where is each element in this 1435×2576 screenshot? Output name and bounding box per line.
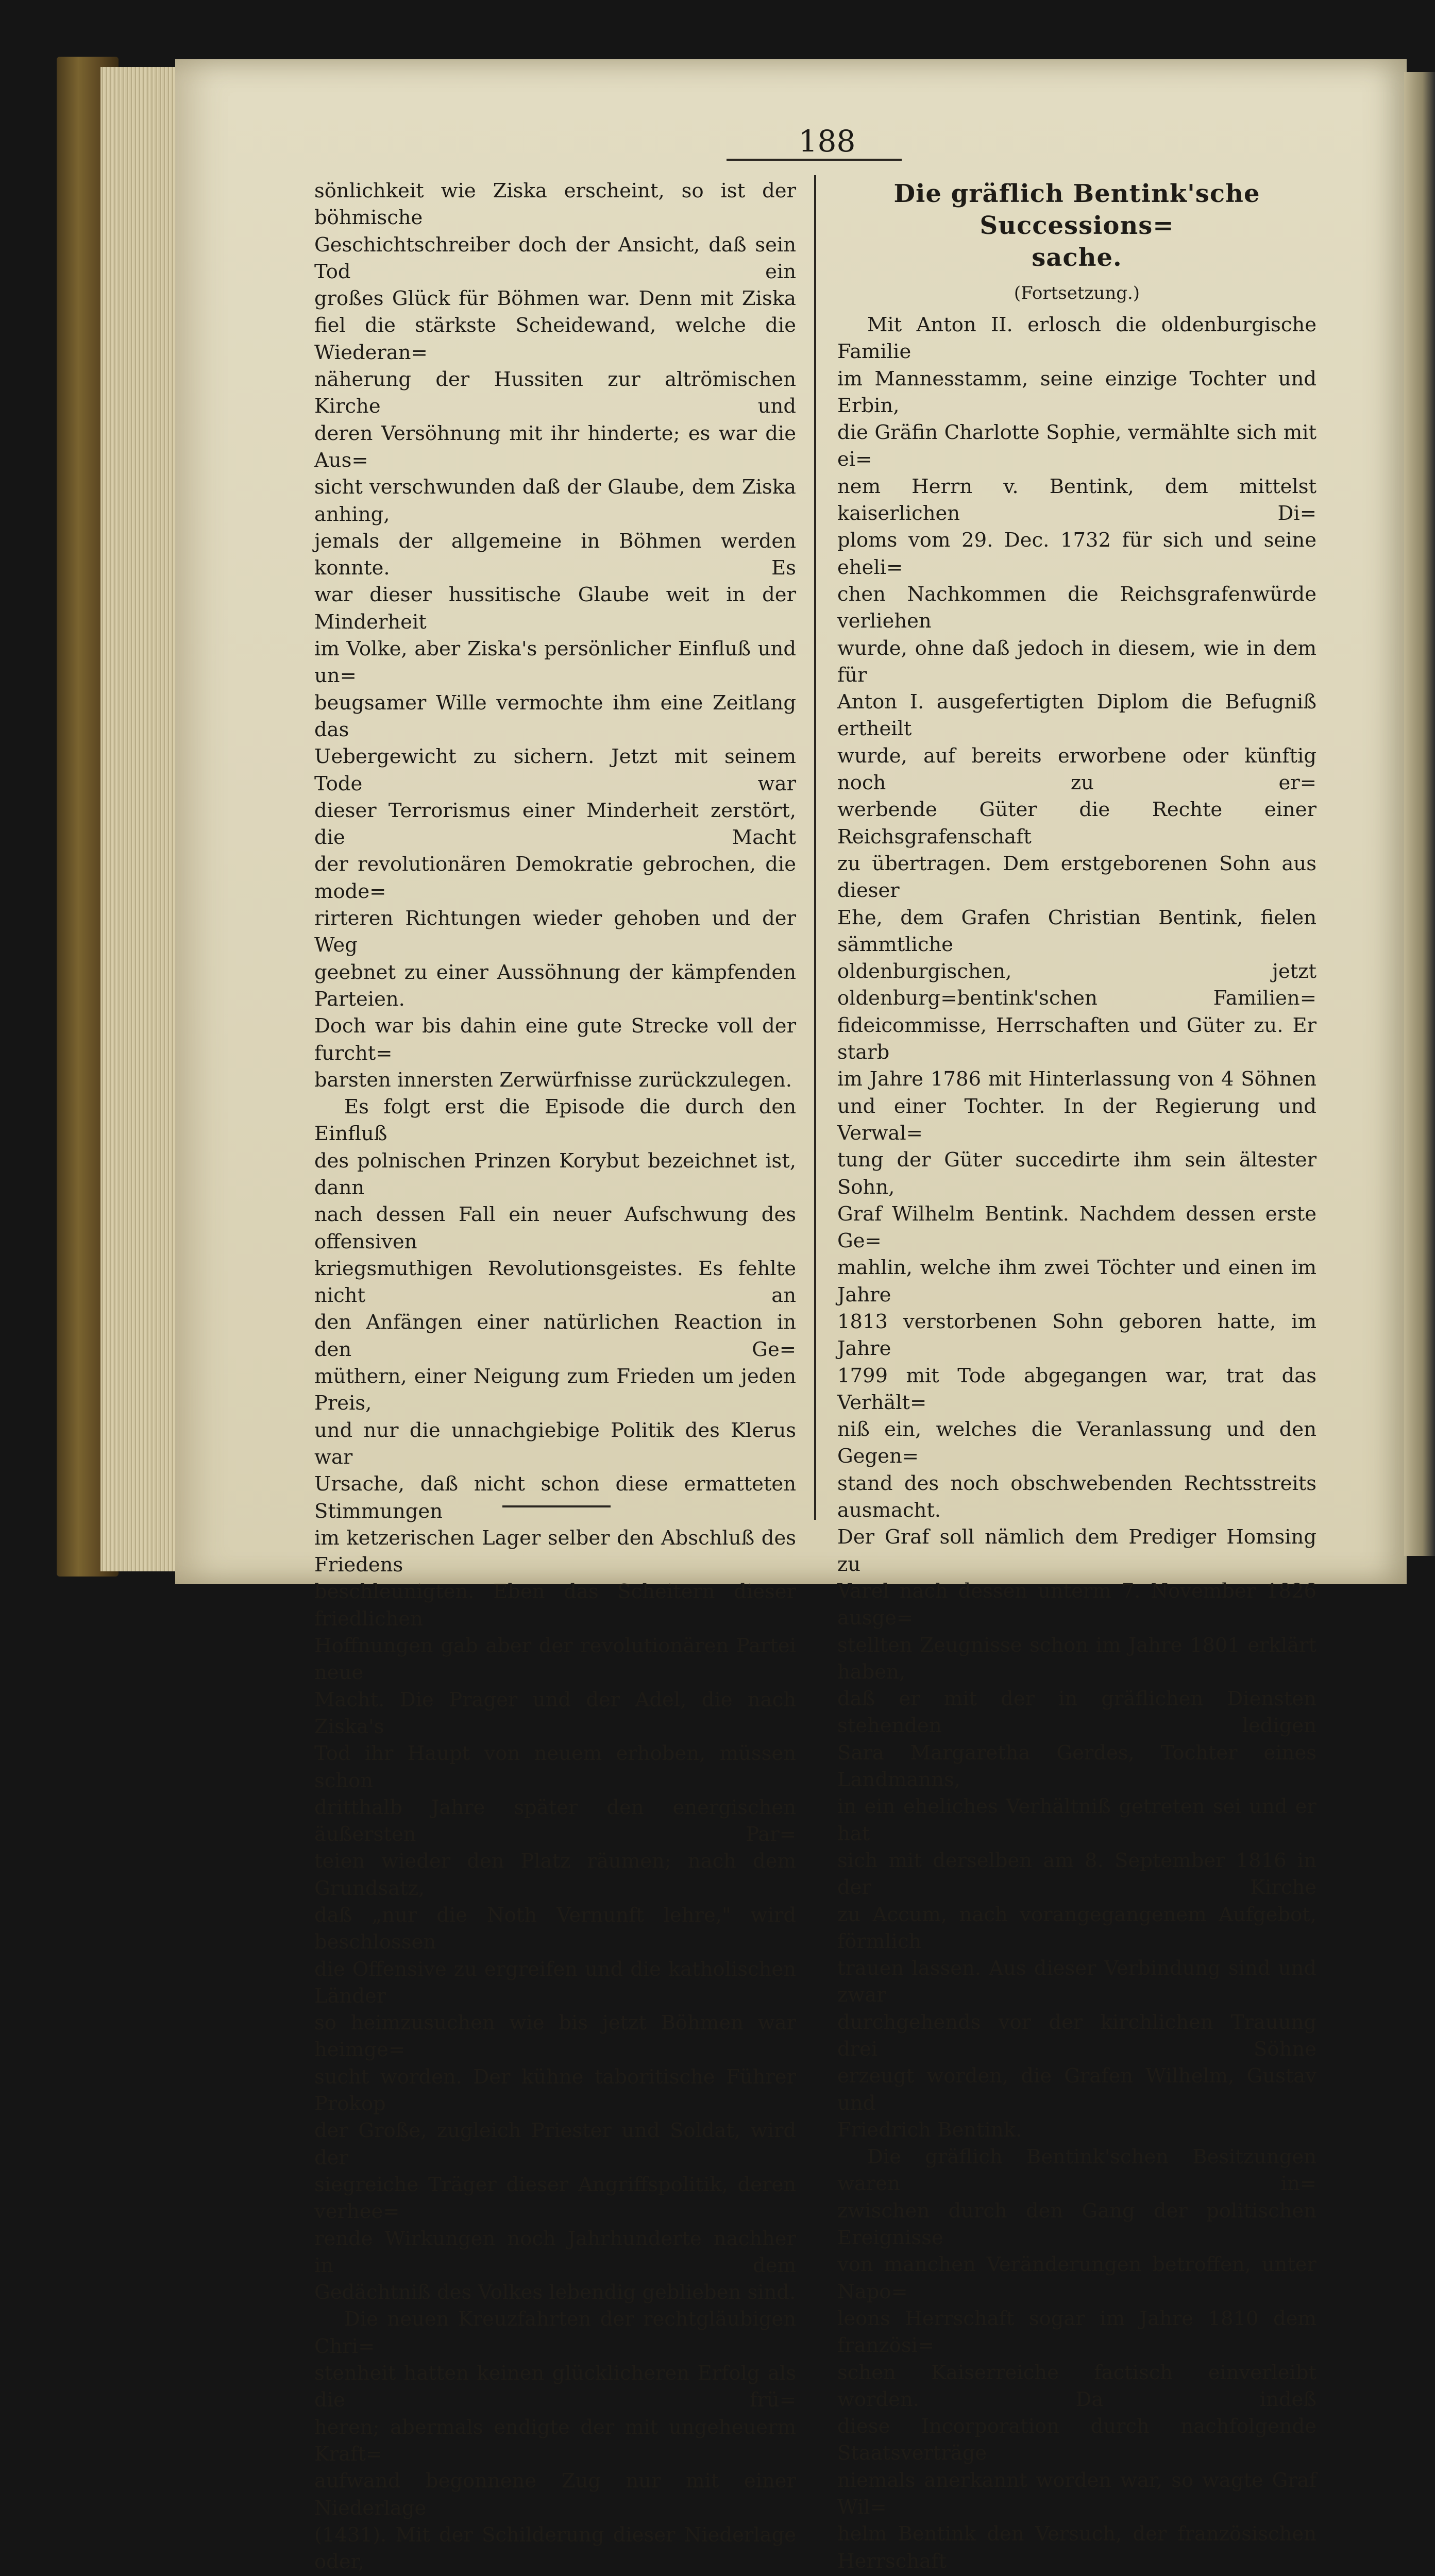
text-line: und einer Tochter. In der Regierung und Verwal= [837, 1094, 1316, 1145]
text-line: rende Wirkungen noch Jahrhunderte nachher in dem [314, 2227, 796, 2277]
text-line: großes Glück für Böhmen war. Denn mit Ziska [314, 287, 796, 311]
text-line: 1799 mit Tode abgegangen war, trat das Verhält= [837, 1364, 1316, 1414]
text-line: werbende Güter die Rechte einer Reichsgrafenschaft [837, 798, 1316, 849]
text-line: zu Accum, nach vorangegangenem Aufgebot, förmlich [837, 1903, 1316, 1953]
text-line: niß ein, welches die Veranlassung und den Gegen= [837, 1418, 1316, 1468]
text-line: leons Herrschaft sogar im Jahre 1810 dem französi= [837, 2307, 1316, 2358]
text-line: trauen lassen. Aus dieser Verbindung sind und zwar [837, 1957, 1316, 2007]
paragraph [314, 2306, 796, 2576]
text-line: sucht worden. Der kühne taboritische Führer Prokop [314, 2065, 796, 2116]
text-line: niemals anerkannt worden war, so wagte Graf Wil= [837, 2468, 1316, 2519]
text-line: stand des noch obschwebenden Rechtsstreits ausmacht. [837, 1471, 1316, 1522]
text-line: der Große, zugleich Priester und Soldat, wird der [314, 2119, 796, 2170]
text-line: oldenburgischen, jetzt oldenburg=bentink'schen Familien= [837, 960, 1316, 1010]
text-line: Doch war bis dahin eine gute Strecke voll der furcht= [314, 1014, 796, 1065]
text-line: im ketzerischen Lager selber den Abschluß des Friedens [314, 1526, 796, 1577]
text-line: im Jahre 1786 mit Hinterlassung von 4 Söhnen [837, 1067, 1316, 1091]
text-line: zwischen durch den Gang der politischen Ereignisse [837, 2199, 1316, 2250]
text-line: kriegsmuthigen Revolutionsgeistes. Es fehlte nicht an [314, 1257, 796, 1308]
text-line: von manchen Veränderungen betroffen, unter Napo= [837, 2253, 1316, 2303]
text-line: chen Nachkommen die Reichsgrafenwürde verliehen [837, 582, 1316, 633]
text-line: Uebergewicht zu sichern. Jetzt mit seinem Tode war [314, 745, 796, 795]
text-line: Es folgt erst die Episode die durch den Einfluß [314, 1095, 796, 1146]
text-line: helm Bentink den Versuch, der französischen Herrschaft [837, 2522, 1316, 2573]
paragraph [314, 1094, 796, 2306]
end-rule [502, 1505, 611, 1507]
text-line: dritthalb Jahre später den energischen äußersten Par= [314, 1795, 796, 1846]
text-line: zu übertragen. Dem erstgeborenen Sohn aus dieser [837, 852, 1316, 903]
header-rule [727, 159, 902, 161]
text-line: Die neuen Kreuzfahrten der rechtgläubigen Chri= [314, 2308, 796, 2358]
text-line: siegreiche Träger dieser Angriffspolitik, deren verhee= [314, 2173, 796, 2224]
text-line: daß er mit der in gräflichen Diensten stehenden ledigen [837, 1687, 1316, 1738]
text-line: den Anfängen einer natürlichen Reaction in den Ge= [314, 1311, 796, 1361]
text-line: Die gräflich Bentink'schen Besitzungen waren in= [837, 2145, 1316, 2196]
text-line: rirteren Richtungen wieder gehoben und der Weg [314, 907, 796, 957]
text-line: wurde, auf bereits erworbene oder künftig noch zu er= [837, 744, 1316, 795]
text-line: teien wieder den Platz räumen; nach dem Grundsatz, [314, 1850, 796, 1900]
text-line: nem Herrn v. Bentink, dem mittelst kaiserlichen Di= [837, 474, 1316, 526]
text-line: fiel die stärkste Scheidewand, welche die Wiederan= [314, 314, 796, 364]
paragraph [837, 312, 1316, 2144]
text-line: Anton I. ausgefertigten Diplom die Befugniß ertheilt [837, 690, 1316, 741]
article-title [837, 178, 1316, 274]
text-line: deren Versöhnung mit ihr hinderte; es war die Aus= [314, 421, 796, 472]
text-line: beugsamer Wille vermochte ihm eine Zeitlang das [314, 691, 796, 741]
text-line: des polnischen Prinzen Korybut bezeichnet ist, dann [314, 1149, 796, 1199]
right-column [837, 178, 1316, 2576]
text-line: die Gräfin Charlotte Sophie, vermählte sich mit ei= [837, 421, 1316, 471]
article-subtitle: (Fortsetzung.) [1014, 283, 1140, 303]
text-line: Ursache, daß nicht schon diese ermatteten Stimmungen [314, 1472, 796, 1523]
text-line: nach dessen Fall ein neuer Aufschwung des offensiven [314, 1203, 796, 1253]
text-line: war dieser hussitische Glaube weit in der Minderheit [314, 583, 796, 634]
facing-page-edge [1404, 72, 1435, 1556]
page-number: 188 [798, 124, 856, 159]
text-line: geebnet zu einer Aussöhnung der kämpfenden Parteien. [314, 960, 796, 1011]
text-line: sicht verschwunden daß der Glaube, dem Ziska anhing, [314, 476, 796, 526]
left-column [314, 178, 796, 2576]
text-line: aufwand begonnene Zug nur mit einer Niederlage [314, 2469, 796, 2520]
text-line: dieser Terrorismus einer Minderheit zerstört, die Macht [314, 799, 796, 850]
text-line: daß „nur die Noth Vernunft lehre," wird beschlossen [314, 1904, 796, 1954]
text-line: stellten Zeugnisse schon im Jahre 1801 erklärt haben, [837, 1633, 1316, 1684]
paragraph [314, 178, 796, 1094]
article-title-line2: sache. [1032, 243, 1122, 272]
text-line: beschleunigten. Eben das Scheitern dieser friedlichen [314, 1580, 796, 1631]
text-line: schen Kaiserreiche factisch einverleibt worden. Da indeß [837, 2361, 1316, 2411]
text-line: die Offensive zu ergreifen und die katholischen Länder [314, 1957, 796, 2008]
text-line: sich mit derselben am 8. September 1816 in der Kirche [837, 1849, 1316, 1900]
text-line: im Volke, aber Ziska's persönlicher Einfluß und un= [314, 637, 796, 688]
text-line: Gedächtniß des Volkes lebendig geblieben sind. [314, 2281, 796, 2304]
page-edges [100, 67, 183, 1571]
text-line: tung der Güter succedirte ihm sein ältester Sohn, [837, 1148, 1316, 1199]
text-line: erzeugt worden, die Grafen Wilhelm, Gustav und [837, 2064, 1316, 2115]
text-line: wurde, ohne daß jedoch in diesem, wie in dem für [837, 636, 1316, 687]
text-line [314, 2575, 796, 2576]
text-line: 1813 verstorbenen Sohn geboren hatte, im Jahre [837, 1310, 1316, 1361]
text-line: fideicommisse, Herrschaften und Güter zu. Er starb [837, 1013, 1316, 1064]
text-line: ploms vom 29. Dec. 1732 für sich und seine eheli= [837, 529, 1316, 579]
text-line: Sara Margaretha Gerdes, Tochter eines Landmanns, [837, 1741, 1316, 1792]
text-line: Geschichtschreiber doch der Ansicht, daß sein Tod ein [314, 233, 796, 283]
text-line: Hoffnungen gab aber der revolutionären Partei neue [314, 1634, 796, 1685]
text-line: sönlichkeit wie Ziska erscheint, so ist der böhmische [314, 179, 796, 230]
text-line: barsten innersten Zerwürfnisse zurückzulegen. [314, 1068, 792, 1092]
text-line: Varel nach dessen unterm 7. November 1826 ausge= [837, 1579, 1316, 1630]
text-line: Tod ihr Haupt von neuem erhoben, müssen schon [314, 1742, 796, 1792]
text-line: jemals der allgemeine in Böhmen werden konnte. Es [314, 529, 796, 580]
text-line: (1431). Mit der Schilderung dieser Niederlage oder, [314, 2523, 796, 2574]
text-line: so heimzusuchen wie bis jetzt Böhmen war heimge= [314, 2011, 796, 2062]
text-line [837, 2575, 1316, 2576]
text-line: diese Incorporation durch nachfolgende Staatsverträge [837, 2415, 1316, 2465]
text-line: Mit Anton II. erlosch die oldenburgische Familie [837, 313, 1316, 364]
text-line: durchgehends vor der kirchlichen Trauung drei Söhne [837, 2010, 1316, 2061]
text-line: Macht. Die Prager und der Adel, die nach Ziska's [314, 1688, 796, 1738]
text-line: Der Graf soll nämlich dem Prediger Homsing zu [837, 1526, 1316, 1576]
column-divider [814, 175, 816, 1520]
text-line: der revolutionären Demokratie gebrochen, die mode= [314, 853, 796, 903]
article-title-line1: Die gräflich Bentink'sche Successions= [893, 179, 1260, 240]
text-line: im Mannesstamm, seine einzige Tochter und Erbin, [837, 367, 1316, 417]
text-line: stenheit hatten keinen glücklicheren Erfolg als die frü= [314, 2362, 796, 2412]
text-line: Friedrich Bentink. [837, 2118, 1022, 2142]
text-line: mahlin, welche ihm zwei Töchter und einen im Jahre [837, 1256, 1316, 1307]
text-line: näherung der Hussiten zur altrömischen Kirche und [314, 368, 796, 418]
text-line: Graf Wilhelm Bentink. Nachdem dessen erste Ge= [837, 1202, 1316, 1253]
text-line: müthern, einer Neigung zum Frieden um jeden Preis, [314, 1365, 796, 1415]
text-line: und nur die unnachgiebige Politik des Klerus war [314, 1418, 796, 1469]
text-line: Ehe, dem Grafen Christian Bentink, fielen sämmtliche [837, 906, 1316, 956]
text-line: in ein eheliches Verhältniß getreten sei und er hat [837, 1795, 1316, 1845]
text-line: heren; abermals endigte der mit ungeheuerm Kraft= [314, 2415, 796, 2466]
paragraph [837, 2144, 1316, 2576]
